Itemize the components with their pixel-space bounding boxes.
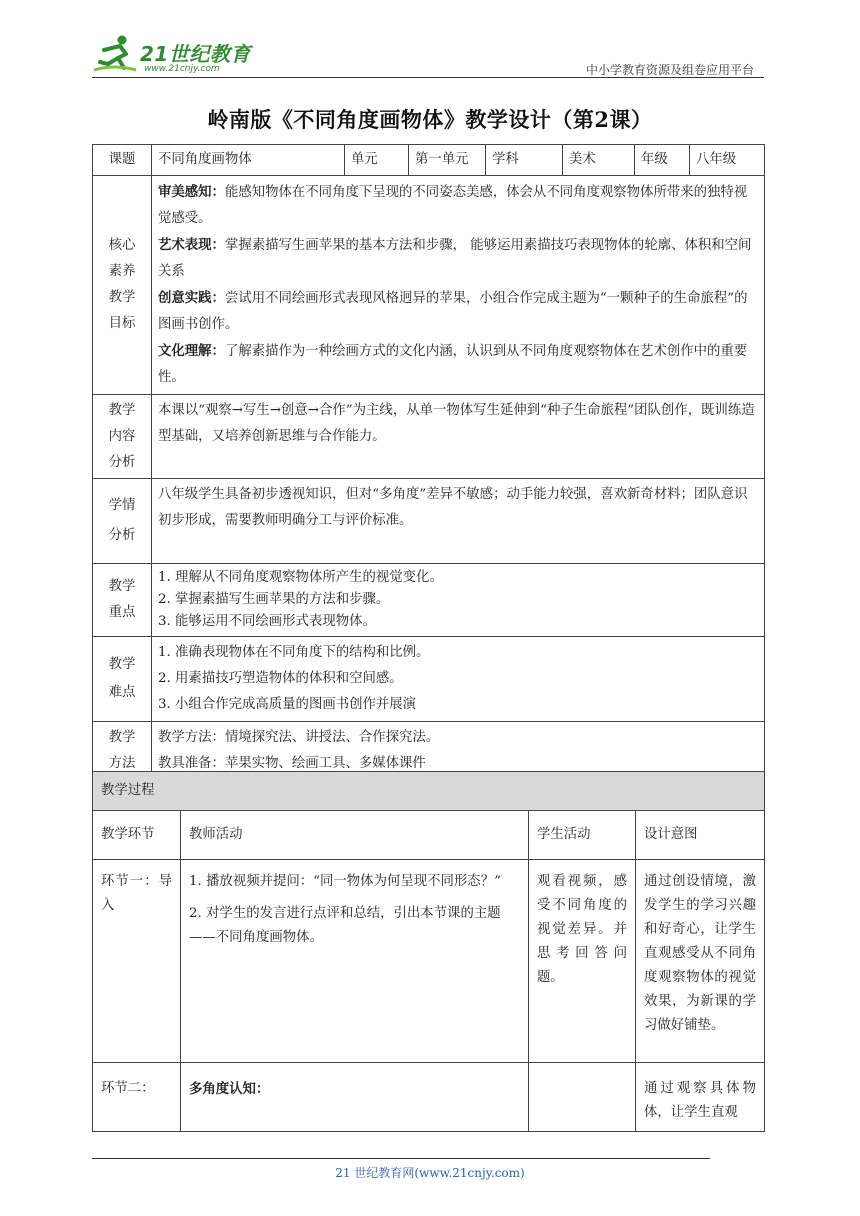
goal-creative: 创意实践：尝试用不同绘画形式表现风格迥异的苹果，小组合作完成主题为“一颗种子的生命旅程”的图画书创作。 [158,290,748,332]
design-intent-cell: 通过创设情境，激发学生的学习兴趣和好奇心，让学生直观感受从不同角度观察物体的视觉效果，为新课的学习做好铺垫。 [636,860,765,1063]
page-title: 岭南版《不同角度画物体》教学设计（第2课） [207,107,653,132]
methods-label: 教学方法 [93,722,152,781]
goal-aesthetic: 审美感知：能感知物体在不同角度下呈现的不同姿态美感，体会从不同角度观察物体所带来的独特视觉感受。 [158,184,748,226]
difficulties-label: 教学难点 [93,637,152,722]
course-value: 不同角度画物体 [152,145,345,176]
goal-culture: 文化理解：了解素描作为一种绘画方式的文化内涵，认识到从不同角度观察物体在艺术创作中的重要性。 [158,343,748,385]
content-analysis-label: 教学内容分析 [93,395,152,479]
logo [92,28,262,78]
list-item: 2. 用素描技巧塑造物体的体积和空间感。 [158,671,403,686]
subject-label: 学科 [486,145,563,176]
list-item: 3. 小组合作完成高质量的图画书创作并展演 [158,697,417,712]
unit-value: 第一单元 [409,145,486,176]
logo-url: www.21cnjy.com [144,64,220,74]
key-points-label: 教学重点 [93,564,152,637]
subject-value: 美术 [563,145,635,176]
column-header: 教学环节 [93,811,181,860]
list-item: 1. 准确表现物体在不同角度下的结构和比例。 [158,645,430,660]
runner-logo-icon [92,34,138,74]
logo-text: 21世纪教育 [140,42,251,66]
unit-label: 单元 [345,145,409,176]
teaching-process-table [92,771,765,1132]
method-text: 教学方法：情境探究法、讲授法、合作探究法。 [158,730,440,745]
goals-content [152,176,765,395]
student-analysis-text: 八年级学生具备初步透视知识，但对“多角度”差异不敏感；动手能力较强，喜欢新奇材料；团队意识初步形成，需要教师明确分工与评价标准。 [152,479,765,564]
grade-value: 八年级 [690,145,765,176]
stage-cell: 环节一：导入 [93,860,181,1063]
student-analysis-label: 学情分析 [93,479,152,564]
stage-cell: 环节二： [93,1063,181,1132]
materials-text: 教具准备：苹果实物、绘画工具、多媒体课件 [158,756,426,771]
footer-divider [92,1158,710,1159]
lesson-info-table [92,144,765,781]
content-analysis-text: 本课以“观察→写生→创意→合作”为主线，从单一物体写生延伸到“种子生命旅程”团队创作，既训练造型基础，又培养创新思维与合作能力。 [152,395,765,479]
platform-name: 中小学教育资源及组卷应用平台 [585,63,754,77]
table-row [93,860,765,1063]
teacher-activity-cell: 1. 播放视频并提问：“同一物体为何呈现不同形态？” 2. 对学生的发言进行点评和总结，引出本节课的主题——不同角度画物体。 [181,860,529,1063]
column-header: 学生活动 [529,811,636,860]
key-points-list [152,564,765,637]
student-activity-cell: 观看视频，感受不同角度的视觉差异。并思考回答问题。 [529,860,636,1063]
goal-expression: 艺术表现：掌握素描写生画苹果的基本方法和步骤， 能够运用素描技巧表现物体的轮廓、体积和空间关系 [158,237,752,279]
grade-label: 年级 [635,145,690,176]
student-activity-cell [529,1063,636,1132]
table-row [93,1063,765,1132]
course-label: 课题 [93,145,152,176]
page-header [92,28,764,80]
footer-text: 21 世纪教育网(www.21cnjy.com) [335,1166,525,1180]
process-heading: 教学过程 [93,772,765,811]
column-header: 教师活动 [181,811,529,860]
goals-label: 核心素养教学目标 [93,176,152,395]
column-header: 设计意图 [636,811,765,860]
list-item: 2. 掌握素描写生画苹果的方法和步骤。 [158,592,390,607]
difficulties-list [152,637,765,722]
list-item: 1. 理解从不同角度观察物体所产生的视觉变化。 [158,570,443,585]
header-divider [92,77,764,78]
design-intent-cell: 通过观察具体物体，让学生直观 [636,1063,765,1132]
list-item: 3. 能够运用不同绘画形式表现物体。 [158,614,376,629]
teacher-activity-cell: 多角度认知： [181,1063,529,1132]
